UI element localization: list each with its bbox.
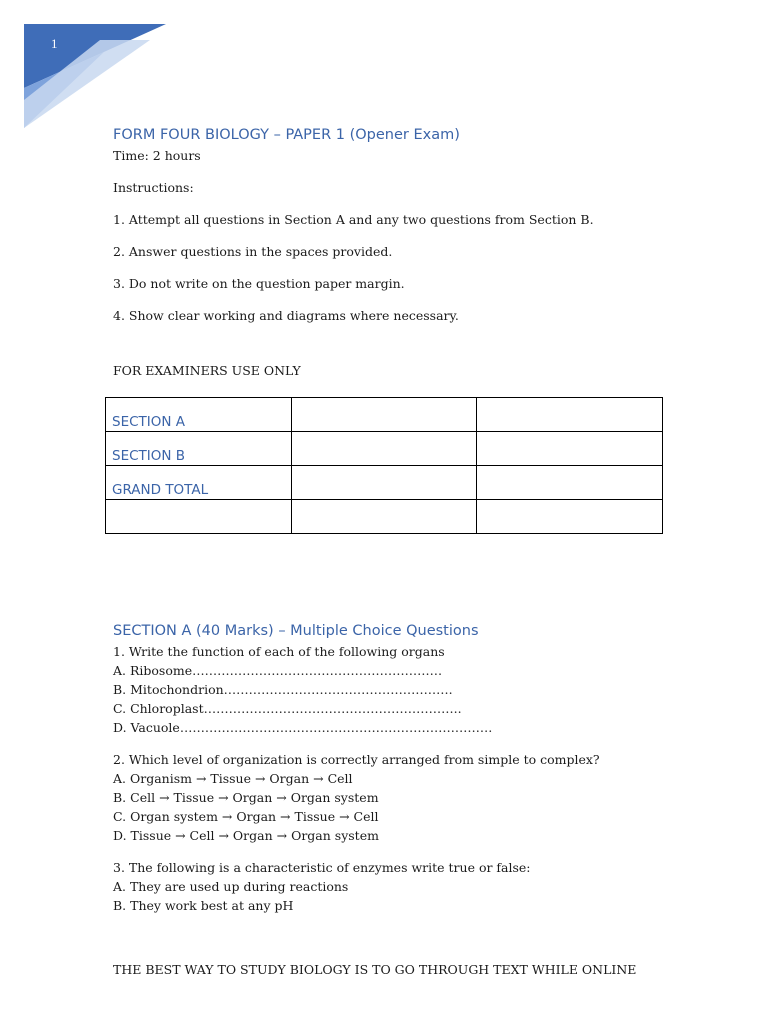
table-cell: [106, 398, 292, 432]
section-a: [113, 620, 673, 915]
examiners-table: [105, 397, 663, 534]
examiners-label: FOR EXAMINERS USE ONLY: [113, 363, 301, 378]
table-cell: [477, 432, 663, 466]
instruction-item: 3. Do not write on the question paper margin.: [113, 276, 405, 291]
table-cell: [291, 432, 477, 466]
table-cell: [477, 398, 663, 432]
question-option: B. Cell → Tissue → Organ → Organ system: [113, 790, 379, 805]
page-title: FORM FOUR BIOLOGY – PAPER 1 (Opener Exam): [113, 127, 460, 143]
table-row: [106, 432, 663, 466]
table-row: [106, 500, 663, 534]
row-label: GRAND TOTAL: [112, 482, 209, 498]
table-cell: [106, 500, 292, 534]
question-option: A. They are used up during reactions: [113, 879, 349, 894]
footer-note: THE BEST WAY TO STUDY BIOLOGY IS TO GO THROUGH TEXT WHILE ONLINE: [113, 962, 637, 977]
question-option: A. Ribosome……………………………………………………: [113, 663, 443, 678]
table-cell: [291, 466, 477, 500]
time-line: Time: 2 hours: [113, 148, 201, 163]
question-option: D. Tissue → Cell → Organ → Organ system: [113, 828, 379, 843]
table-cell: [106, 466, 292, 500]
table-cell: [477, 500, 663, 534]
question-option: B. Mitochondrion……………………………………………….: [113, 682, 453, 697]
table-row: [106, 466, 663, 500]
question-option: D. Vacuole…………………………………………………………………: [113, 720, 493, 735]
page-number: 1: [51, 36, 58, 51]
table-cell: [291, 500, 477, 534]
row-label: SECTION B: [112, 448, 186, 464]
question-stem: 1. Write the function of each of the following organs: [113, 644, 445, 659]
question-option: B. They work best at any pH: [113, 898, 294, 913]
instruction-item: 4. Show clear working and diagrams where necessary.: [113, 308, 459, 323]
row-label: SECTION A: [112, 414, 186, 430]
table-cell: [291, 398, 477, 432]
question-option: C. Organ system → Organ → Tissue → Cell: [113, 809, 379, 824]
row-label: [112, 532, 285, 533]
corner-decoration: [0, 0, 200, 140]
header-block: [113, 124, 673, 380]
table-cell: [477, 466, 663, 500]
instruction-item: 1. Attempt all questions in Section A and any two questions from Section B.: [113, 212, 594, 227]
table-row: [106, 398, 663, 432]
instruction-item: 2. Answer questions in the spaces provided.: [113, 244, 393, 259]
instructions-heading: Instructions:: [113, 180, 194, 195]
question-stem: 3. The following is a characteristic of enzymes write true or false:: [113, 860, 531, 875]
question-option: C. Chloroplast……………………………………………………..: [113, 701, 462, 716]
question-option: A. Organism → Tissue → Organ → Cell: [113, 771, 353, 786]
section-a-heading: SECTION A (40 Marks) – Multiple Choice Questions: [113, 623, 479, 639]
question-stem: 2. Which level of organization is correctly arranged from simple to complex?: [113, 752, 600, 767]
table-cell: [106, 432, 292, 466]
